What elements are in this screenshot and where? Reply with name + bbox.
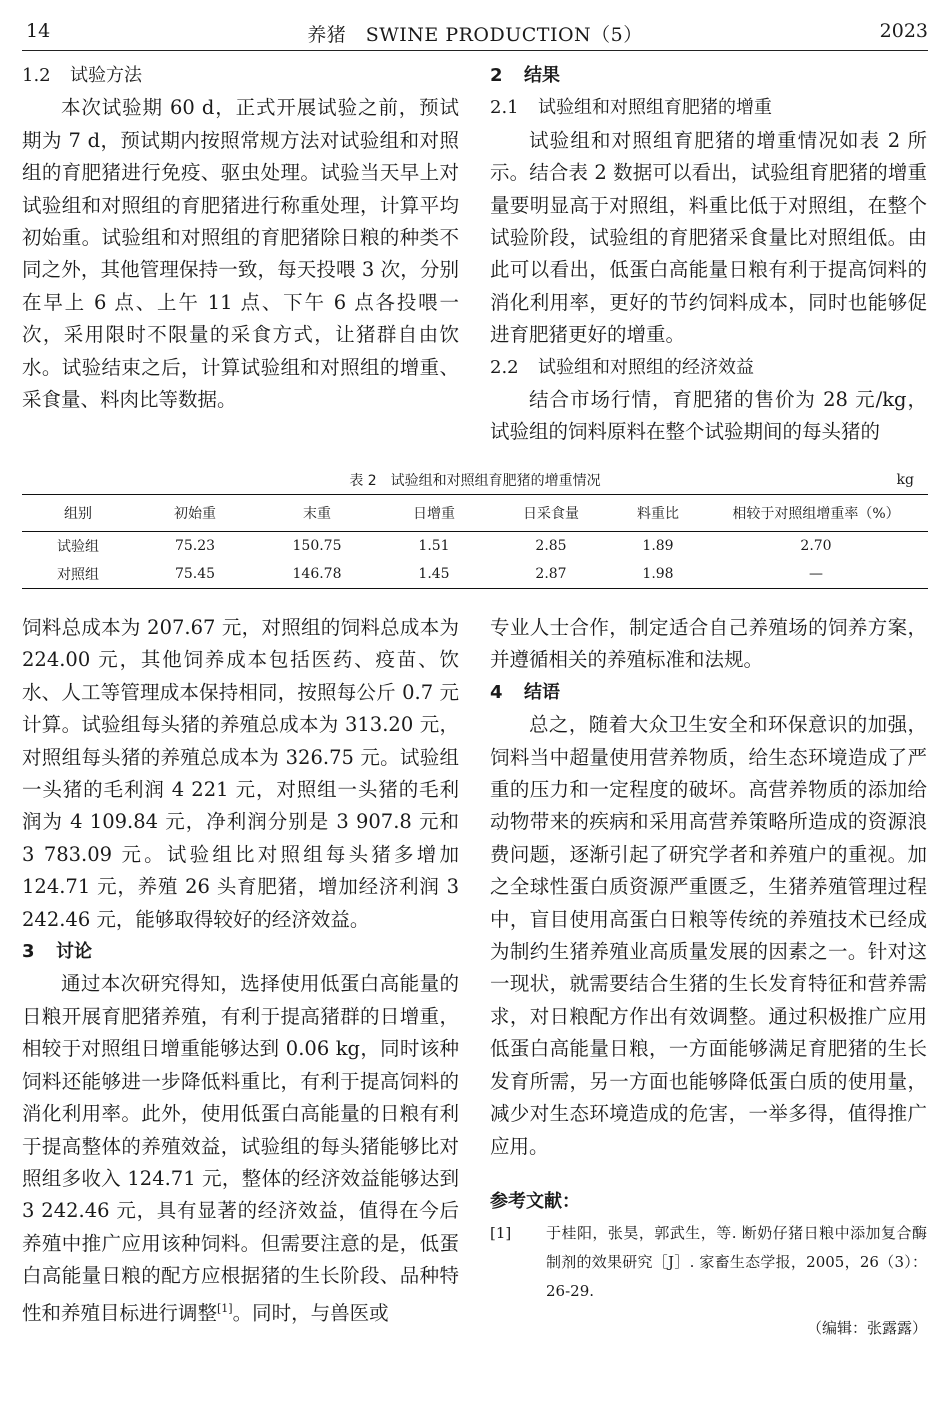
- table-cell: 对照组: [22, 560, 134, 589]
- table-title: 表 2 试验组和对照组育肥猪的增重情况: [349, 473, 601, 489]
- publication-year: 2023: [879, 20, 928, 42]
- table-cell: 2.87: [490, 560, 612, 589]
- table-cell: 146.78: [256, 560, 378, 589]
- table-caption: [22, 466, 928, 494]
- table-cell: —: [704, 560, 928, 589]
- column-left-upper: [22, 60, 459, 416]
- table-cell: 1.45: [378, 560, 490, 589]
- table-cell: 1.98: [612, 560, 704, 589]
- table-header-row: [22, 495, 928, 532]
- table-header-cell: 组别: [22, 495, 134, 532]
- table-header-cell: 日采食量: [490, 495, 612, 532]
- section-2-1-heading: 2.1 试验组和对照组育肥猪的增重: [490, 97, 772, 119]
- section-2-1-paragraph: 试验组和对照组育肥猪的增重情况如表 2 所示。结合表 2 数据可以看出，试验组育肥猪的增重量要明显高于对照组，料重比低于对照组，在整个试验阶段，试验组的育肥猪采食量比对照组低。由此可以看出，低蛋白高能量日粮有利于提高饲料的消化利用率，更好的节约饲料成本，同时也能够促进育肥猪更好的增重。: [490, 128, 927, 347]
- table-header-cell: 日增重: [378, 495, 490, 532]
- section-3-paragraph-continued: 专业人士合作，制定适合自己养殖场的饲养方案，并遵循相关的养殖标准和法规。: [490, 616, 927, 672]
- section-3-paragraph: 通过本次研究得知，选择使用低蛋白高能量的日粮开展育肥猪养殖，有利于提高猪群的日增重，相较于对照组日增重能够达到 0.06 kg，同时该种饲料还能够进一步降低料重比，有利于提高饲料的消化利用率。此外，使用低蛋白高能量的日粮有利于提高整体的养殖效益，试验组的每头猪能够比对照组多收入 124.71 元，整体的经济效益能够达到 3 242.46 元，具有显著的经济效益，值得在今后养殖中推广应用该种饲料。但需要注意的是，低蛋白高能量日粮的配方应根据猪的生长阶段、品种特性和养殖目标进行调整[1]。同时，与兽医或: [22, 972, 459, 1325]
- section-2-heading: 2 结果: [490, 65, 560, 86]
- section-4-paragraph: 总之，随着大众卫生安全和环保意识的加强，饲料当中超量使用营养物质，给生态环境造成了严重的压力和一定程度的破坏。高营养物质的添加给动物带来的疾病和采用高营养策略所造成的资源浪费问题，逐渐引起了研究学者和养殖户的重视。加之全球性蛋白质资源严重匮乏，生猪养殖管理过程中，盲目使用高蛋白日粮等传统的养殖技术已经成为制约生猪养殖业高质量发展的因素之一。针对这一现状，就需要结合生猪的生长发育特征和营养需求，对日粮配方作出有效调整。通过积极推广应用低蛋白高能量日粮，一方面能够满足育肥猪的生长发育所需，另一方面也能够降低蛋白质的使用量，减少对生态环境造成的危害，一举多得，值得推广应用。: [490, 713, 927, 1158]
- section-2-2-heading: 2.2 试验组和对照组的经济效益: [490, 356, 754, 378]
- table-cell: 2.85: [535, 538, 567, 554]
- reference-item: [1] 于桂阳，张昊，郭武生，等. 断奶仔猪日粮中添加复合酶制剂的效果研究［J］. 家畜生态学报，2005，26（3）：26-29.: [490, 1223, 927, 1300]
- table-cell: 75.23: [174, 538, 216, 554]
- section-2-2-paragraph-start: 结合市场行情，育肥猪的售价为 28 元/kg，试验组的饲料原料在整个试验期间的每头猪的: [490, 388, 927, 444]
- section-4-heading: 4 结语: [490, 681, 560, 703]
- table-cell: 试验组: [57, 539, 99, 555]
- table-row: [22, 532, 928, 561]
- table-header-cell: 末重: [256, 495, 378, 532]
- table-header-cell: 相较于对照组增重率（%）: [704, 495, 928, 532]
- citation-marker: [1]: [217, 1301, 233, 1315]
- editor-note: （编辑：张露露）: [806, 1318, 927, 1337]
- section-1-2-heading: 1.2 试验方法: [22, 65, 142, 86]
- journal-title: 养猪 SWINE PRODUCTION（5）: [307, 24, 643, 46]
- column-right-lower: [490, 612, 927, 1344]
- column-right-upper: [490, 60, 927, 449]
- table-cell: 150.75: [292, 538, 342, 554]
- section-2-2-paragraph-continued: 饲料总成本为 207.67 元，对照组的饲料总成本为 224.00 元，其他饲养成本包括医药、疫苗、饮水、人工等管理成本保持相同，按照每公斤 0.7 元计算。试验组每头猪的养殖总成本为 313.20 元，对照组每头猪的养殖总成本为 326.75 元。试验组一头猪的毛利润 4 221 元，对照组一头猪的毛利润为 4 109.84 元，净利润分别是 3 907.8 元和 3 783.09 元。试验组比对照组每头猪多增加 124.71 元，养殖 26 头育肥猪，增加经济利润 3 242.46 元，能够取得较好的经济效益。: [22, 616, 459, 931]
- table-header-cell: 初始重: [134, 495, 256, 532]
- table-2: [22, 466, 928, 589]
- table-row: [22, 560, 928, 589]
- table-unit: kg: [896, 472, 914, 488]
- table-cell: 1.89: [642, 538, 674, 554]
- table-cell: 2.70: [800, 538, 832, 554]
- weight-gain-table: [22, 494, 928, 589]
- table-cell: 75.45: [134, 560, 256, 589]
- section-3-heading: 3 讨论: [22, 941, 92, 963]
- references-heading: 参考文献：: [490, 1190, 580, 1212]
- section-1-2-paragraph: 本次试验期 60 d，正式开展试验之前，预试期为 7 d，预试期内按照常规方法对试验组和对照组的育肥猪进行免疫、驱虫处理。试验当天早上对试验组和对照组的育肥猪进行称重处理，计算平均初始重。试验组和对照组的育肥猪除日粮的种类不同之外，其他管理保持一致，每天投喂 3 次，分别在早上 6 点、上午 11 点、下午 6 点各投喂一次，采用限时不限量的采食方式，让猪群自由饮水。试验结束之后，计算试验组和对照组的增重、采食量、料肉比等数据。: [22, 96, 459, 412]
- page-number: 14: [26, 20, 51, 42]
- table-cell: 1.51: [418, 538, 450, 554]
- table-header-cell: 料重比: [612, 495, 704, 532]
- column-left-lower: [22, 612, 459, 1329]
- running-header: [22, 14, 928, 51]
